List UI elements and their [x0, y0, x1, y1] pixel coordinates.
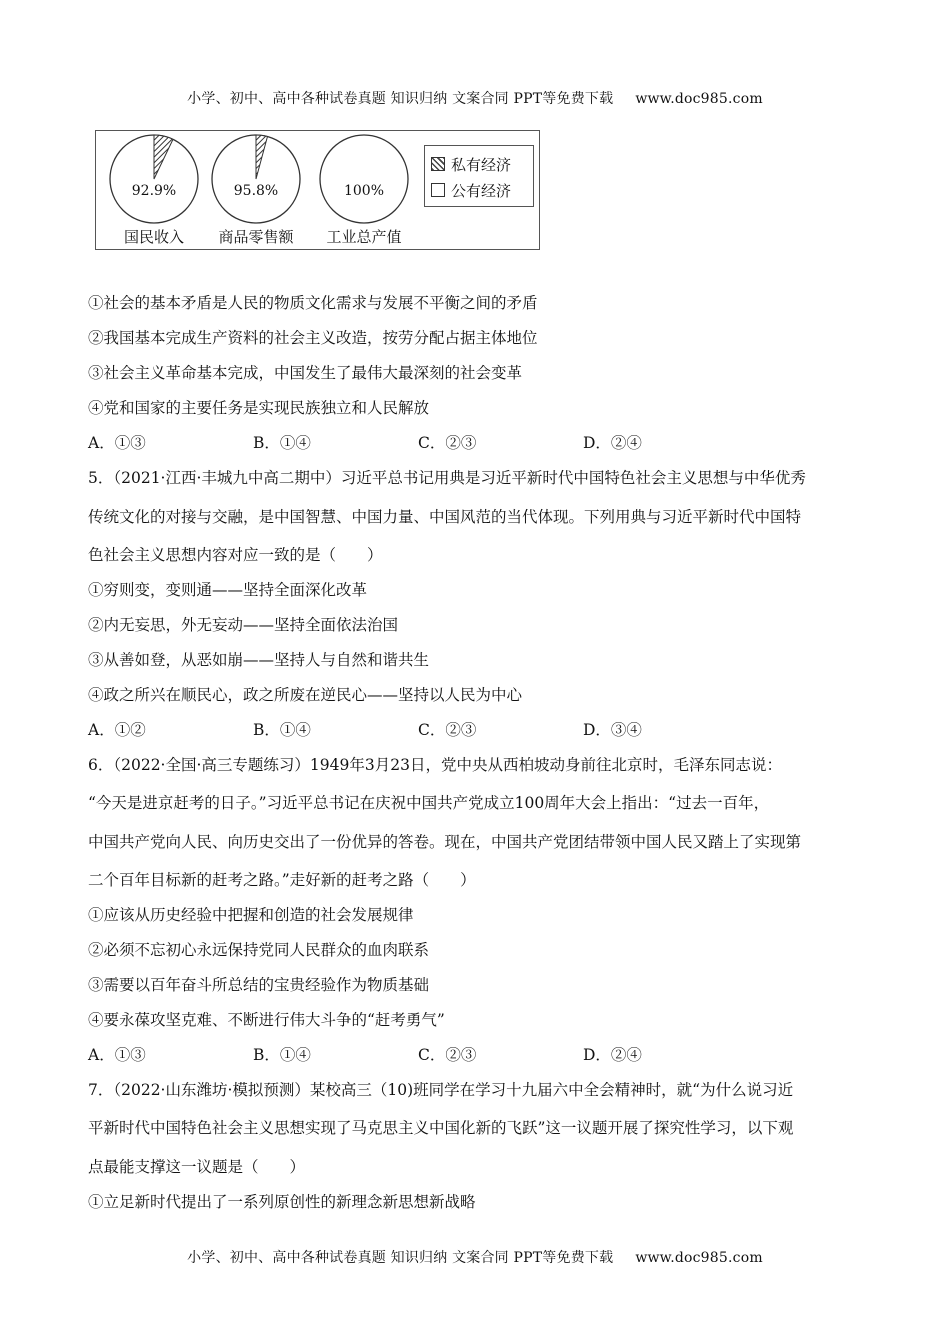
q4-item-4: ④党和国家的主要任务是实现民族独立和人民解放: [88, 399, 430, 417]
legend-public: [431, 180, 511, 200]
q4-item-1: ①社会的基本矛盾是人民的物质文化需求与发展不平衡之间的矛盾: [88, 294, 538, 312]
pie-chart-national-income: [104, 133, 204, 228]
q5-option-a[interactable]: A．①②: [88, 721, 146, 739]
pie-label: 国民收入: [123, 228, 184, 246]
q6-item-3: ③需要以百年奋斗所总结的宝贵经验作为物质基础: [88, 976, 430, 994]
legend-private-label: 私有经济: [451, 155, 512, 174]
q6-item-2: ②必须不忘初心永远保持党同人民群众的血肉联系: [88, 941, 430, 959]
q6-option-b[interactable]: B．①④: [253, 1046, 311, 1064]
page-header: [0, 88, 950, 108]
q6-item-1: ①应该从历史经验中把握和创造的社会发展规律: [88, 906, 414, 924]
q5-item-4: ④政之所兴在顺民心，政之所废在逆民心——坚持以人民为中心: [88, 686, 523, 704]
q4-option-a[interactable]: A．①③: [88, 434, 146, 452]
pie-retail-sales: [206, 131, 306, 249]
q5-option-d[interactable]: D．③④: [583, 721, 642, 739]
q7-stem-line-2: 平新时代中国特色社会主义思想实现了马克思主义中国化新的飞跃”这一议题开展了探究性学习，以下观: [88, 1119, 794, 1137]
hatched-swatch-icon: [431, 157, 445, 171]
q4-option-b[interactable]: B．①④: [253, 434, 311, 452]
pie-percent: 95.8%: [233, 183, 279, 199]
q6-stem-line-1: 6．（2022·全国·高三专题练习）1949年3月23日，党中央从西柏坡动身前往北京时，毛泽东同志说：: [88, 756, 782, 774]
q6-stem-line-3: 中国共产党向人民、向历史交出了一份优异的答卷。现在，中国共产党团结带领中国人民又踏上了实现第: [88, 833, 802, 851]
q5-stem-line-1: 5．（2021·江西·丰城九中高二期中）习近平总书记用典是习近平新时代中国特色社会主义思想与中华优秀: [88, 469, 806, 487]
pie-label: 商品零售额: [218, 228, 294, 246]
q5-item-3: ③从善如登，从恶如崩——坚持人与自然和谐共生: [88, 651, 430, 669]
pie-percent: 92.9%: [131, 183, 177, 199]
q6-option-c[interactable]: C．②③: [418, 1046, 477, 1064]
q5-option-b[interactable]: B．①④: [253, 721, 311, 739]
q6-option-d[interactable]: D．②④: [583, 1046, 642, 1064]
q7-item-1: ①立足新时代提出了一系列原创性的新理念新思想新战略: [88, 1193, 476, 1211]
pie-percent: 100%: [343, 183, 385, 199]
q5-item-1: ①穷则变，变则通——坚持全面深化改革: [88, 581, 368, 599]
blank-swatch-icon: [431, 183, 445, 197]
q7-stem-line-3: 点最能支撑这一议题是（ ）: [88, 1158, 306, 1176]
q4-item-3: ③社会主义革命基本完成，中国发生了最伟大最深刻的社会变革: [88, 364, 523, 382]
q4-option-d[interactable]: D．②④: [583, 434, 642, 452]
pie-label: 工业总产值: [326, 228, 402, 246]
ownership-pie-figure: [95, 130, 540, 250]
pie-legend: [424, 145, 534, 207]
legend-public-label: 公有经济: [451, 181, 512, 200]
legend-private: [431, 154, 511, 174]
page-footer: [0, 1247, 950, 1267]
pie-chart-retail-sales: [206, 133, 306, 228]
q6-stem-line-4: 二个百年目标新的赶考之路。”走好新的赶考之路（ ）: [88, 871, 476, 889]
pie-chart-industrial-output: [314, 133, 414, 228]
q7-stem-line-1: 7．（2022·山东潍坊·模拟预测）某校高三（10)班同学在学习十九届六中全会精神时，就“为什么说习近: [88, 1081, 794, 1099]
header-text: 小学、初中、高中各种试卷真题 知识归纳 文案合同 PPT等免费下载: [187, 91, 614, 107]
pie-national-income: [104, 131, 204, 249]
q5-option-c[interactable]: C．②③: [418, 721, 477, 739]
q6-stem-line-2: “今天是进京赶考的日子。”习近平总书记在庆祝中国共产党成立100周年大会上指出：“过去一百年，: [88, 794, 770, 812]
q5-stem-line-2: 传统文化的对接与交融，是中国智慧、中国力量、中国风范的当代体现。下列用典与习近平新时代中国特: [88, 508, 802, 526]
q6-option-a[interactable]: A．①③: [88, 1046, 146, 1064]
footer-text: 小学、初中、高中各种试卷真题 知识归纳 文案合同 PPT等免费下载: [187, 1250, 614, 1266]
q6-item-4: ④要永葆攻坚克难、不断进行伟大斗争的“赶考勇气”: [88, 1011, 445, 1029]
footer-url: www.doc985.com: [635, 1250, 763, 1266]
pie-industrial-output: [314, 131, 414, 249]
q4-option-c[interactable]: C．②③: [418, 434, 477, 452]
q5-item-2: ②内无妄思，外无妄动——坚持全面依法治国: [88, 616, 399, 634]
q4-item-2: ②我国基本完成生产资料的社会主义改造，按劳分配占据主体地位: [88, 329, 538, 347]
q5-stem-line-3: 色社会主义思想内容对应一致的是（ ）: [88, 546, 383, 564]
header-url: www.doc985.com: [635, 91, 763, 107]
